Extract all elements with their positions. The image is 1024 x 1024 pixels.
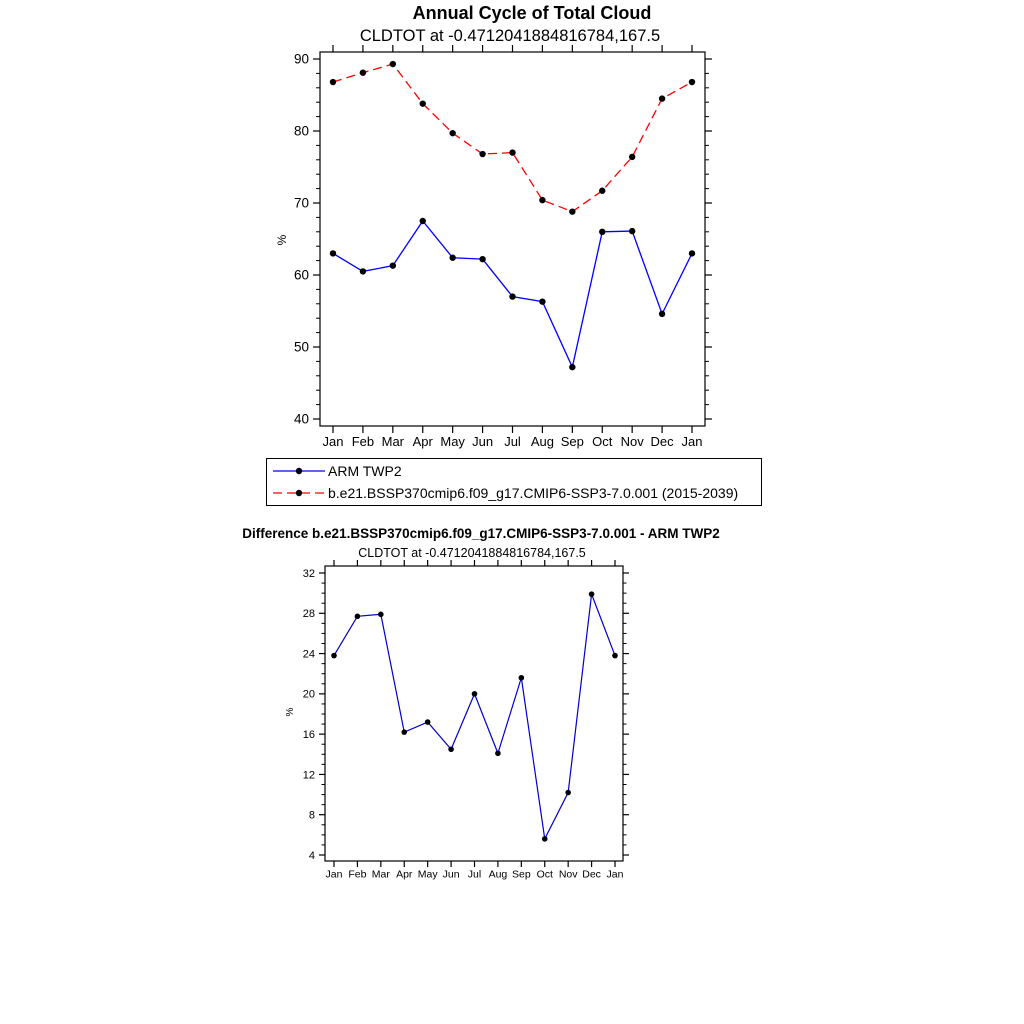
legend-item xyxy=(272,460,761,482)
y-axis-title: % xyxy=(285,707,296,717)
x-tick-label: Sep xyxy=(560,434,584,449)
data-point-marker xyxy=(542,836,548,842)
plot-frame xyxy=(325,566,623,861)
x-tick-label: May xyxy=(417,868,438,881)
data-point-marker xyxy=(360,69,366,75)
y-tick-label: 4 xyxy=(308,849,315,862)
data-point-marker xyxy=(565,790,571,796)
x-tick-label: Aug xyxy=(530,434,554,449)
legend-label: b.e21.BSSP370cmip6.f09_g17.CMIP6-SSP3-7.0.001 (2015-2039) xyxy=(328,485,739,501)
x-tick-label: Feb xyxy=(348,868,367,881)
data-point-marker xyxy=(390,61,396,67)
legend-item xyxy=(272,482,761,504)
data-point-marker xyxy=(401,729,407,735)
data-point-marker xyxy=(569,364,575,370)
y-tick-label: 24 xyxy=(302,648,315,661)
data-point-marker xyxy=(479,256,485,262)
annual-cycle-plot xyxy=(240,40,780,470)
data-point-marker xyxy=(659,311,665,317)
data-point-marker xyxy=(449,130,455,136)
legend-line-sample xyxy=(272,486,326,500)
data-point-marker xyxy=(472,691,478,697)
y-tick-label: 8 xyxy=(308,809,315,822)
x-tick-label: Apr xyxy=(396,868,413,881)
x-tick-label: Dec xyxy=(582,868,601,881)
data-point-marker xyxy=(509,149,515,155)
plot-frame xyxy=(320,52,705,426)
data-point-marker xyxy=(390,262,396,268)
legend-line-sample xyxy=(272,464,326,478)
y-tick-label: 28 xyxy=(302,608,315,621)
x-tick-label: Jul xyxy=(467,868,482,881)
y-tick-label: 60 xyxy=(293,267,309,283)
legend-label: ARM TWP2 xyxy=(328,463,402,479)
difference-chart-title: Difference b.e21.BSSP370cmip6.f09_g17.CMIP6-SSP3-7.0.001 - ARM TWP2 xyxy=(242,526,720,541)
data-point-marker xyxy=(599,188,605,194)
data-point-marker xyxy=(539,298,545,304)
data-point-marker xyxy=(589,591,595,597)
data-point-marker xyxy=(331,653,337,659)
data-point-marker xyxy=(659,95,665,101)
x-tick-label: Nov xyxy=(558,868,578,881)
data-point-marker xyxy=(378,611,384,617)
y-tick-label: 40 xyxy=(293,411,309,427)
data-point-marker xyxy=(509,293,515,299)
data-point-marker xyxy=(330,250,336,256)
data-point-marker xyxy=(612,653,618,659)
annual-cycle-chart-subtitle: CLDTOT at -0.4712041884816784,167.5 xyxy=(359,27,661,45)
x-tick-label: Apr xyxy=(412,434,433,449)
x-tick-label: Sep xyxy=(511,868,531,881)
x-tick-label: Aug xyxy=(488,868,508,881)
y-tick-label: 20 xyxy=(302,688,315,701)
data-point-marker xyxy=(479,151,485,157)
data-point-marker xyxy=(519,675,525,681)
y-tick-label: 50 xyxy=(293,339,309,355)
series-line-0 xyxy=(334,594,615,839)
difference-plot xyxy=(260,560,680,890)
x-tick-label: Jun xyxy=(472,434,494,449)
data-point-marker xyxy=(629,228,635,234)
x-tick-label: May xyxy=(440,434,465,449)
x-tick-label: Mar xyxy=(381,434,405,449)
x-tick-label: Oct xyxy=(592,434,613,449)
data-point-marker xyxy=(420,100,426,106)
data-point-marker xyxy=(448,746,454,752)
data-point-marker xyxy=(569,208,575,214)
data-point-marker xyxy=(420,218,426,224)
annual-cycle-chart-title: Annual Cycle of Total Cloud xyxy=(412,3,652,23)
x-tick-label: Jun xyxy=(442,868,460,881)
data-point-marker xyxy=(689,250,695,256)
data-point-marker xyxy=(425,719,431,725)
data-point-marker xyxy=(539,197,545,203)
x-tick-label: Jan xyxy=(325,868,343,881)
x-tick-label: Jan xyxy=(681,434,703,449)
data-point-marker xyxy=(360,268,366,274)
x-tick-label: Jan xyxy=(322,434,344,449)
y-tick-label: 70 xyxy=(293,195,309,211)
x-tick-label: Nov xyxy=(620,434,644,449)
series-line-1 xyxy=(333,64,692,212)
data-point-marker xyxy=(449,255,455,261)
data-point-marker xyxy=(629,154,635,160)
y-tick-label: 32 xyxy=(302,567,315,580)
y-tick-label: 12 xyxy=(302,769,315,782)
y-tick-label: 16 xyxy=(302,728,315,741)
data-point-marker xyxy=(495,750,501,756)
data-point-marker xyxy=(330,79,336,85)
y-tick-label: 80 xyxy=(293,123,309,139)
legend-marker xyxy=(296,468,302,474)
y-axis-title: % xyxy=(275,234,289,246)
difference-chart-subtitle: CLDTOT at -0.4712041884816784,167.5 xyxy=(358,546,586,560)
legend-box xyxy=(266,458,762,506)
x-tick-label: Jul xyxy=(504,434,521,449)
data-point-marker xyxy=(599,229,605,235)
x-tick-label: Feb xyxy=(351,434,375,449)
y-tick-label: 90 xyxy=(293,51,309,67)
data-point-marker xyxy=(689,79,695,85)
x-tick-label: Jan xyxy=(606,868,624,881)
x-tick-label: Mar xyxy=(371,868,390,881)
x-tick-label: Oct xyxy=(536,868,553,881)
data-point-marker xyxy=(355,614,361,620)
x-tick-label: Dec xyxy=(650,434,674,449)
legend-marker xyxy=(296,490,302,496)
